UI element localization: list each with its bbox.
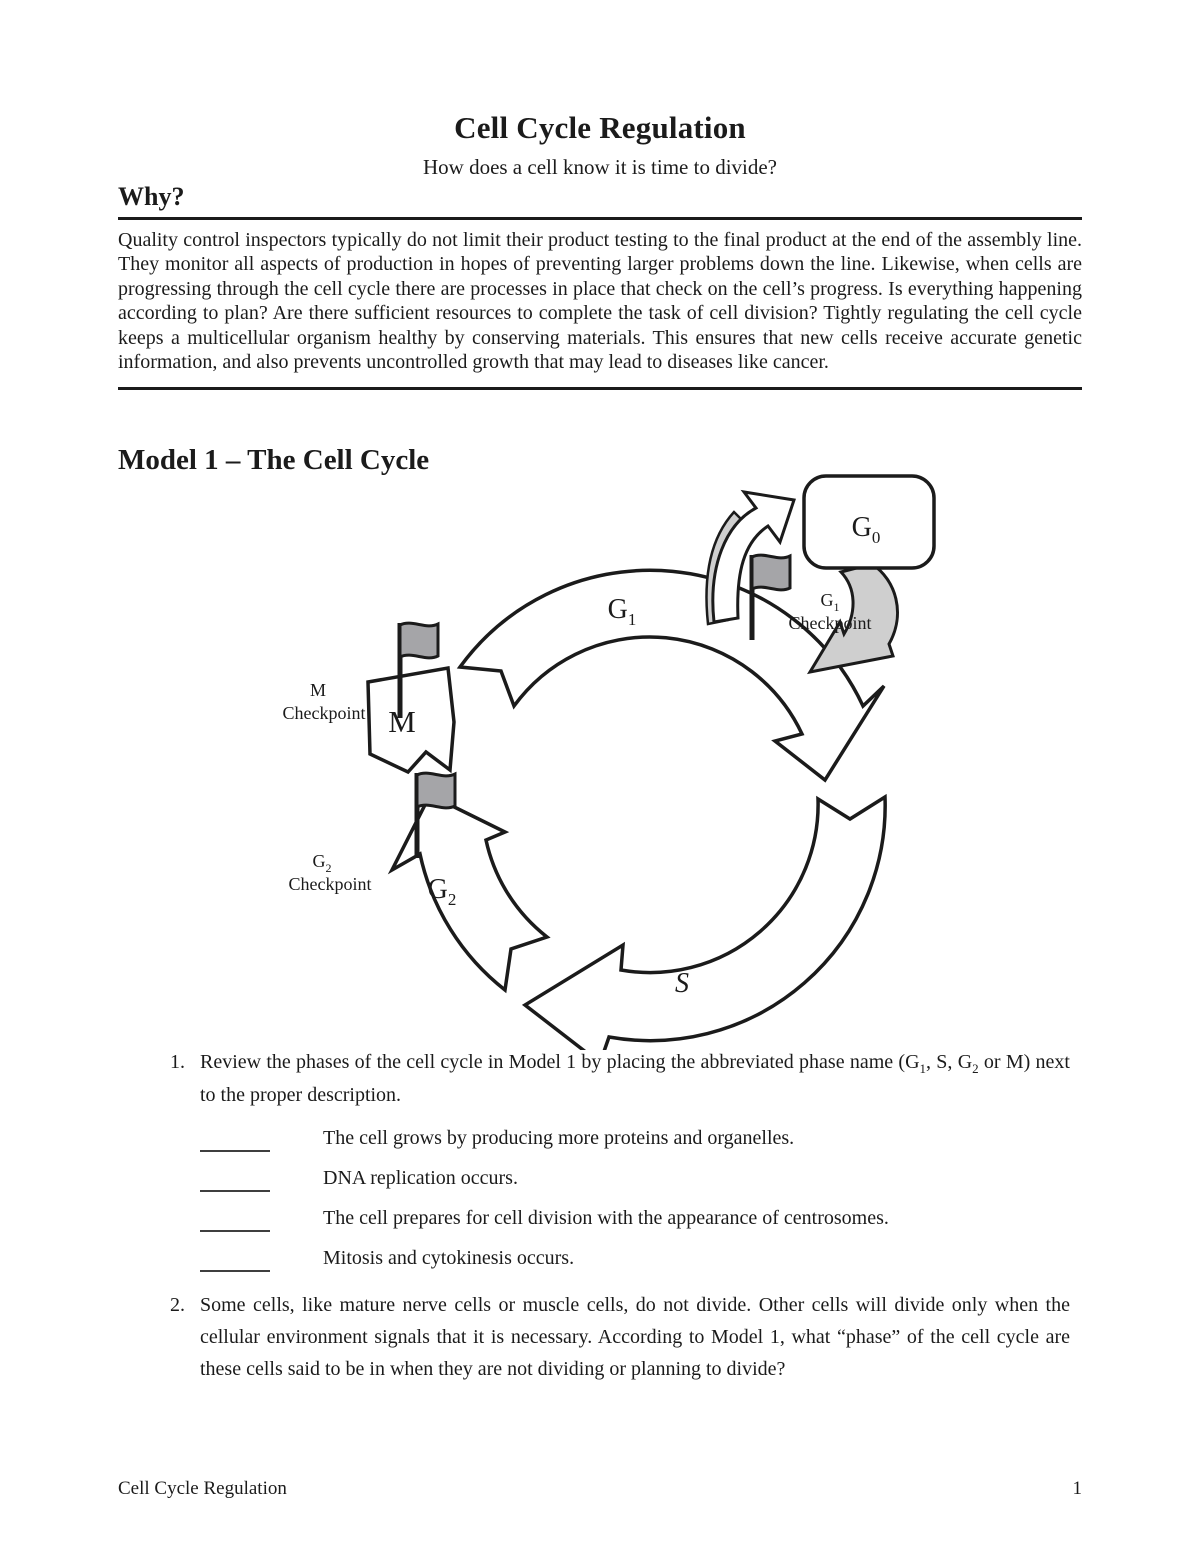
g0-phase-label: $G_0$ xyxy=(851,512,881,547)
answer-blank xyxy=(200,1176,270,1192)
g1-checkpoint-flag-icon xyxy=(752,555,790,590)
svg-text:G1: $G_1$ xyxy=(820,590,840,614)
footer-title: Cell Cycle Regulation xyxy=(118,1478,287,1499)
page-header xyxy=(118,110,1082,180)
match-item xyxy=(200,1125,1070,1152)
m-phase-label: M xyxy=(388,704,416,739)
svg-text:M: M xyxy=(309,680,327,700)
page-footer xyxy=(118,1478,1082,1500)
s-phase-arrow xyxy=(525,797,885,1050)
svg-text:Checkpoint: Checkpoint xyxy=(282,703,366,723)
s-phase-label: S xyxy=(675,968,689,999)
g2-phase-label: $G_2$ xyxy=(427,874,457,909)
page-subtitle: How does a cell know it is time to divide? xyxy=(422,155,778,179)
question-2-number: 2. xyxy=(170,1294,185,1316)
g2-checkpoint-label xyxy=(289,851,372,894)
divider-line-top xyxy=(118,217,1082,220)
match-item xyxy=(200,1245,1070,1272)
question-2-text: Some cells, like mature nerve cells or muscle cells, do not divide. Other cells will divide only when the cellular environment signals that it is necessary. According to Model 1, what “phase” of the cell cycle are these cells said to be in when they are not dividing or planning to divide? xyxy=(200,1294,1070,1380)
page-title: Cell Cycle Regulation xyxy=(454,110,746,145)
g2-checkpoint-flag-icon xyxy=(417,773,455,808)
cell-cycle-diagram xyxy=(280,460,960,1050)
svg-text:G2: $G_2$ xyxy=(312,851,332,875)
why-section xyxy=(118,182,1082,390)
m-checkpoint-flag-icon xyxy=(400,623,438,658)
model1-heading: Model 1 – The Cell Cycle xyxy=(118,444,430,476)
svg-text:Checkpoint: Checkpoint xyxy=(788,613,872,633)
svg-text:Checkpoint: Checkpoint xyxy=(288,874,372,894)
match-description: Mitosis and cytokinesis occurs. xyxy=(323,1247,575,1269)
why-heading: Why? xyxy=(118,182,185,211)
why-paragraph: Quality control inspectors typically do not limit their product testing to the final product at the end of the assembly line. They monitor all aspects of production in hopes of preventing larger problems down the line. Likewise, when cells are progressing through the cell cycle there are processes in place that check on the cell’s progress. Is everything happening according to plan? Are there sufficient resources to complete the task of cell division? Tightly regulating the cell cycle keeps a multicellular organism healthy by conserving materials. This ensures that new cells receive accurate genetic information, and also prevents uncontrolled growth that may lead to diseases like cancer. xyxy=(118,229,1082,374)
match-description: DNA replication occurs. xyxy=(323,1167,518,1189)
question-2 xyxy=(170,1289,1070,1385)
match-item xyxy=(200,1165,1070,1192)
answer-blank xyxy=(200,1256,270,1272)
question-1-number: 1. xyxy=(170,1051,185,1073)
questions-section xyxy=(170,1046,1070,1385)
match-item xyxy=(200,1205,1070,1232)
answer-blank xyxy=(200,1136,270,1152)
divider-line-bottom xyxy=(118,387,1082,390)
question-1-text: Review the phases of the cell cycle in Model 1 by placing the abbreviated phase name ($G_1$, S, $G_2$ or M) next to the proper description. xyxy=(200,1051,1070,1106)
match-description: The cell grows by producing more proteins and organelles. xyxy=(323,1127,795,1149)
match-description: The cell prepares for cell division with the appearance of centrosomes. xyxy=(323,1207,889,1229)
answer-blank xyxy=(200,1216,270,1232)
match-list xyxy=(200,1125,1070,1272)
g1-phase-label: $G_1$ xyxy=(607,594,637,629)
page-number: 1 xyxy=(1072,1478,1082,1499)
m-checkpoint-label xyxy=(283,680,366,723)
question-1 xyxy=(170,1046,1070,1112)
